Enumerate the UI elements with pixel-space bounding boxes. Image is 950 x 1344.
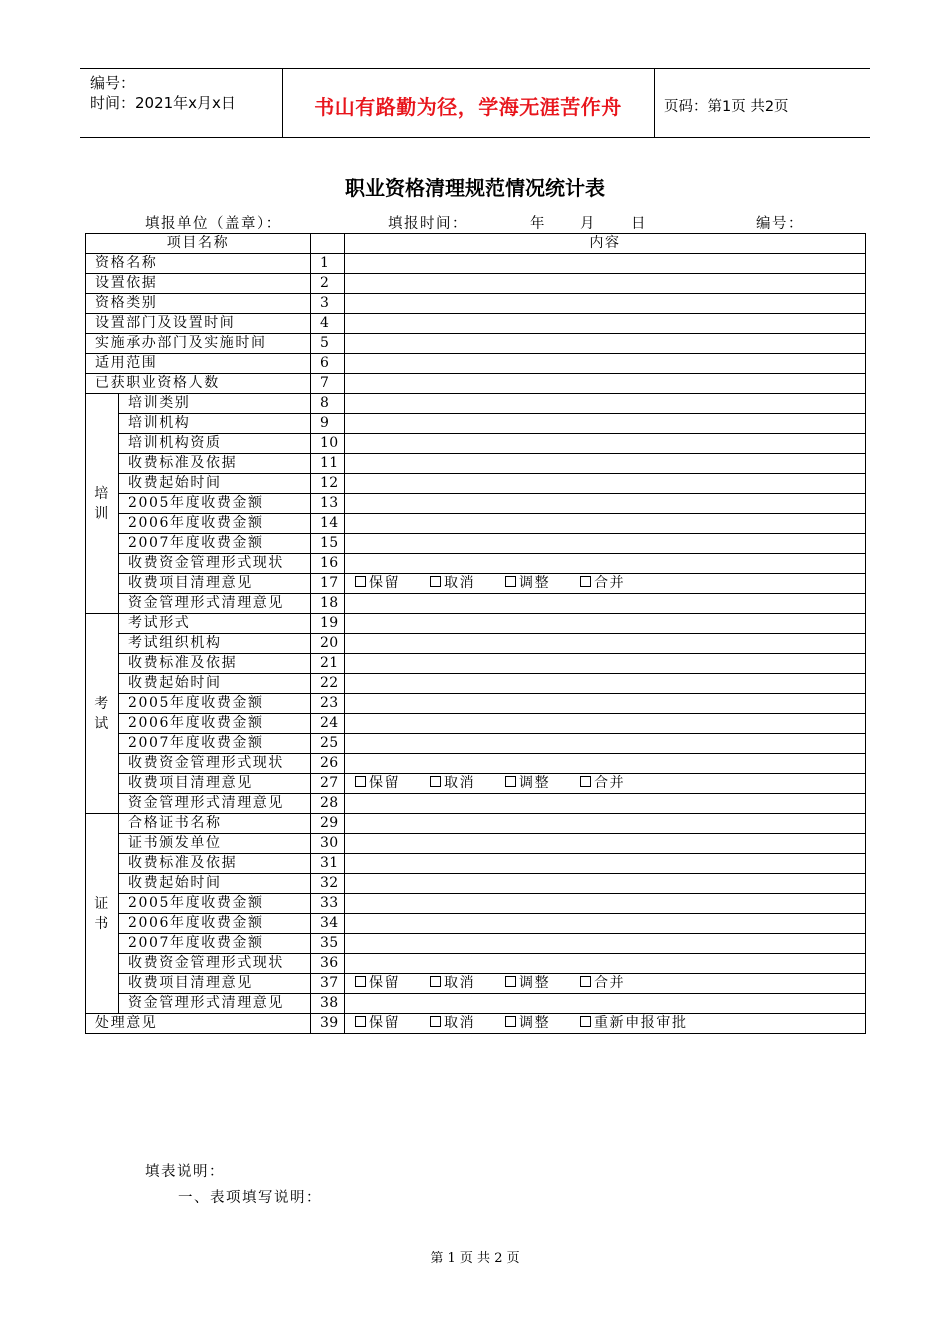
row-number: 35 xyxy=(311,934,345,954)
row-number: 17 xyxy=(311,574,345,594)
table-row xyxy=(86,554,866,574)
option-item[interactable] xyxy=(504,974,579,993)
row-label: 培训类别 xyxy=(119,394,311,414)
row-number: 21 xyxy=(311,654,345,674)
table-row xyxy=(86,974,866,994)
checkbox[interactable] xyxy=(430,576,441,587)
row-label: 收费起始时间 xyxy=(119,474,311,494)
row-label: 2006年度收费金额 xyxy=(119,714,311,734)
content-cell[interactable] xyxy=(345,254,866,274)
page-title: 职业资格清理规范情况统计表 xyxy=(345,176,605,200)
row-label: 收费标准及依据 xyxy=(119,654,311,674)
row-label: 收费项目清理意见 xyxy=(119,974,311,994)
content-cell[interactable] xyxy=(345,554,866,574)
checkbox[interactable] xyxy=(430,776,441,787)
option-label: 保留 xyxy=(369,775,401,791)
table-row xyxy=(86,314,866,334)
content-cell[interactable] xyxy=(345,934,866,954)
meta-day: 日 xyxy=(631,216,647,232)
content-cell[interactable] xyxy=(345,414,866,434)
checkbox[interactable] xyxy=(580,576,591,587)
checkbox[interactable] xyxy=(355,1016,366,1027)
option-item[interactable] xyxy=(579,774,654,793)
option-label: 取消 xyxy=(444,1015,476,1031)
section-label: 培训 xyxy=(94,485,110,522)
row-label: 考试组织机构 xyxy=(119,634,311,654)
option-label: 取消 xyxy=(444,975,476,991)
row-label: 资格类别 xyxy=(86,294,311,314)
content-cell[interactable] xyxy=(345,634,866,654)
row-number: 15 xyxy=(311,534,345,554)
row-number: 5 xyxy=(311,334,345,354)
row-number: 18 xyxy=(311,594,345,614)
table-row xyxy=(86,634,866,654)
content-cell[interactable] xyxy=(345,594,866,614)
content-cell[interactable] xyxy=(345,994,866,1014)
row-number: 4 xyxy=(311,314,345,334)
content-cell[interactable] xyxy=(345,434,866,454)
content-cell[interactable] xyxy=(345,794,866,814)
row-number: 14 xyxy=(311,514,345,534)
option-item[interactable] xyxy=(504,1014,579,1033)
table-header-row xyxy=(86,234,866,254)
checkbox[interactable] xyxy=(505,1016,516,1027)
row-label: 考试形式 xyxy=(119,614,311,634)
row-number: 30 xyxy=(311,834,345,854)
row-number: 16 xyxy=(311,554,345,574)
table-row xyxy=(86,594,866,614)
header-left xyxy=(90,73,236,113)
row-number: 33 xyxy=(311,894,345,914)
content-cell[interactable] xyxy=(345,814,866,834)
checkbox[interactable] xyxy=(505,976,516,987)
table-row xyxy=(86,514,866,534)
option-label: 合并 xyxy=(594,975,626,991)
checkbox[interactable] xyxy=(355,776,366,787)
statistics-table xyxy=(85,233,866,1034)
option-item[interactable] xyxy=(504,774,579,793)
table-row xyxy=(86,874,866,894)
row-number: 8 xyxy=(311,394,345,414)
row-label: 2006年度收费金额 xyxy=(119,914,311,934)
row-number: 29 xyxy=(311,814,345,834)
row-label: 实施承办部门及实施时间 xyxy=(86,334,311,354)
content-cell[interactable] xyxy=(345,894,866,914)
header-motto: 书山有路勤为径，学海无涯苦作舟 xyxy=(314,95,622,119)
row-label: 收费起始时间 xyxy=(119,674,311,694)
content-cell[interactable] xyxy=(345,694,866,714)
row-number: 37 xyxy=(311,974,345,994)
row-number: 7 xyxy=(311,374,345,394)
row-number: 9 xyxy=(311,414,345,434)
checkbox[interactable] xyxy=(580,976,591,987)
row-number: 2 xyxy=(311,274,345,294)
content-cell[interactable] xyxy=(345,674,866,694)
row-number: 3 xyxy=(311,294,345,314)
option-item[interactable] xyxy=(579,574,654,593)
options-cell xyxy=(345,1014,866,1034)
section-label: 证书 xyxy=(94,895,110,932)
row-label: 收费资金管理形式现状 xyxy=(119,954,311,974)
table-row xyxy=(86,994,866,1014)
section-label-cell xyxy=(86,614,119,814)
row-number: 34 xyxy=(311,914,345,934)
checkbox[interactable] xyxy=(430,1016,441,1027)
table-row xyxy=(86,414,866,434)
option-label: 合并 xyxy=(594,775,626,791)
section-label: 考试 xyxy=(94,695,110,732)
option-item[interactable] xyxy=(354,774,429,793)
content-cell[interactable] xyxy=(345,394,866,414)
table-row xyxy=(86,374,866,394)
content-cell[interactable] xyxy=(345,734,866,754)
row-label: 2005年度收费金额 xyxy=(119,894,311,914)
header-page-info: 页码：第1页 共2页 xyxy=(664,99,789,115)
content-cell[interactable] xyxy=(345,374,866,394)
table-row xyxy=(86,794,866,814)
option-label: 调整 xyxy=(519,575,551,591)
header-content: 内容 xyxy=(345,234,866,254)
content-cell[interactable] xyxy=(345,874,866,894)
content-cell[interactable] xyxy=(345,834,866,854)
meta-month: 月 xyxy=(580,216,596,232)
row-number: 1 xyxy=(311,254,345,274)
row-label: 资格名称 xyxy=(86,254,311,274)
table-row xyxy=(86,454,866,474)
content-cell[interactable] xyxy=(345,854,866,874)
option-item[interactable] xyxy=(579,974,654,993)
option-item[interactable] xyxy=(354,574,429,593)
table-row xyxy=(86,954,866,974)
option-label: 保留 xyxy=(369,575,401,591)
meta-unit: 填报单位（盖章）： xyxy=(145,216,282,232)
row-label: 收费标准及依据 xyxy=(119,854,311,874)
header-item-name: 项目名称 xyxy=(86,234,311,254)
content-cell[interactable] xyxy=(345,654,866,674)
row-label: 处理意见 xyxy=(86,1014,311,1034)
row-label: 2007年度收费金额 xyxy=(119,734,311,754)
row-label: 资金管理形式清理意见 xyxy=(119,994,311,1014)
section-label-cell xyxy=(86,394,119,614)
option-item[interactable] xyxy=(354,1014,429,1033)
row-number: 6 xyxy=(311,354,345,374)
table-row xyxy=(86,614,866,634)
option-label: 重新申报审批 xyxy=(594,1015,688,1031)
table-row xyxy=(86,914,866,934)
meta-time: 填报时间： xyxy=(388,216,468,232)
row-label: 2005年度收费金额 xyxy=(119,694,311,714)
option-label: 取消 xyxy=(444,775,476,791)
option-item[interactable] xyxy=(504,574,579,593)
row-label: 收费资金管理形式现状 xyxy=(119,754,311,774)
table-row xyxy=(86,494,866,514)
row-number: 25 xyxy=(311,734,345,754)
table-row xyxy=(86,734,866,754)
table-row xyxy=(86,434,866,454)
row-label: 资金管理形式清理意见 xyxy=(119,594,311,614)
checkbox[interactable] xyxy=(430,976,441,987)
row-label: 收费项目清理意见 xyxy=(119,774,311,794)
header-divider xyxy=(654,69,655,137)
table-row xyxy=(86,254,866,274)
meta-code: 编号： xyxy=(756,216,804,232)
option-label: 调整 xyxy=(519,975,551,991)
row-label: 收费资金管理形式现状 xyxy=(119,554,311,574)
content-cell[interactable] xyxy=(345,914,866,934)
option-label: 合并 xyxy=(594,575,626,591)
row-number: 10 xyxy=(311,434,345,454)
content-cell[interactable] xyxy=(345,454,866,474)
checkbox[interactable] xyxy=(355,576,366,587)
table-row xyxy=(86,354,866,374)
code-label: 编号： xyxy=(90,74,136,92)
table-row-final xyxy=(86,1014,866,1034)
row-number: 26 xyxy=(311,754,345,774)
row-label: 设置部门及设置时间 xyxy=(86,314,311,334)
content-cell[interactable] xyxy=(345,294,866,314)
options-cell xyxy=(345,574,866,594)
option-item[interactable] xyxy=(354,974,429,993)
section-label-cell xyxy=(86,814,119,1014)
content-cell[interactable] xyxy=(345,714,866,734)
row-label: 收费起始时间 xyxy=(119,874,311,894)
table-row xyxy=(86,934,866,954)
option-label: 保留 xyxy=(369,975,401,991)
row-label: 2005年度收费金额 xyxy=(119,494,311,514)
content-cell[interactable] xyxy=(345,354,866,374)
row-number: 13 xyxy=(311,494,345,514)
row-label: 已获职业资格人数 xyxy=(86,374,311,394)
row-number: 39 xyxy=(311,1014,345,1034)
row-label: 2007年度收费金额 xyxy=(119,934,311,954)
options-cell xyxy=(345,774,866,794)
row-number: 22 xyxy=(311,674,345,694)
row-number: 32 xyxy=(311,874,345,894)
row-label: 收费项目清理意见 xyxy=(119,574,311,594)
option-label: 调整 xyxy=(519,1015,551,1031)
option-item[interactable] xyxy=(429,974,504,993)
option-item[interactable] xyxy=(429,774,504,793)
table-row xyxy=(86,814,866,834)
table-row xyxy=(86,274,866,294)
table-row xyxy=(86,834,866,854)
row-number: 23 xyxy=(311,694,345,714)
row-number: 27 xyxy=(311,774,345,794)
content-cell[interactable] xyxy=(345,954,866,974)
row-label: 2007年度收费金额 xyxy=(119,534,311,554)
option-item[interactable] xyxy=(429,574,504,593)
table-row xyxy=(86,674,866,694)
checkbox[interactable] xyxy=(580,1016,591,1027)
content-cell[interactable] xyxy=(345,494,866,514)
row-number: 36 xyxy=(311,954,345,974)
content-cell[interactable] xyxy=(345,754,866,774)
notes-item-1: 一、表项填写说明： xyxy=(178,1190,322,1206)
content-cell[interactable] xyxy=(345,614,866,634)
table-row xyxy=(86,754,866,774)
row-number: 19 xyxy=(311,614,345,634)
option-item[interactable] xyxy=(579,1014,719,1033)
row-number: 28 xyxy=(311,794,345,814)
content-cell[interactable] xyxy=(345,474,866,494)
table-body xyxy=(86,234,866,1034)
content-cell[interactable] xyxy=(345,314,866,334)
option-item[interactable] xyxy=(429,1014,504,1033)
option-label: 调整 xyxy=(519,775,551,791)
row-label: 收费标准及依据 xyxy=(119,454,311,474)
row-label: 适用范围 xyxy=(86,354,311,374)
notes-heading: 填表说明： xyxy=(145,1164,225,1180)
header-num xyxy=(311,234,345,254)
content-cell[interactable] xyxy=(345,534,866,554)
time-label: 时间：2021年x月x日 xyxy=(90,94,236,112)
option-label: 取消 xyxy=(444,575,476,591)
page-footer: 第 1 页 共 2 页 xyxy=(430,1251,520,1266)
table-row xyxy=(86,714,866,734)
row-label: 培训机构 xyxy=(119,414,311,434)
table-row xyxy=(86,394,866,414)
checkbox[interactable] xyxy=(505,776,516,787)
table-row xyxy=(86,294,866,314)
checkbox[interactable] xyxy=(580,776,591,787)
row-number: 12 xyxy=(311,474,345,494)
row-label: 合格证书名称 xyxy=(119,814,311,834)
row-number: 11 xyxy=(311,454,345,474)
option-label: 保留 xyxy=(369,1015,401,1031)
row-number: 24 xyxy=(311,714,345,734)
checkbox[interactable] xyxy=(355,976,366,987)
table-row xyxy=(86,854,866,874)
table-row xyxy=(86,474,866,494)
table-row xyxy=(86,334,866,354)
row-number: 31 xyxy=(311,854,345,874)
table-row xyxy=(86,534,866,554)
row-label: 证书颁发单位 xyxy=(119,834,311,854)
checkbox[interactable] xyxy=(505,576,516,587)
table-row xyxy=(86,694,866,714)
row-label: 设置依据 xyxy=(86,274,311,294)
table-row xyxy=(86,774,866,794)
table-row xyxy=(86,654,866,674)
row-number: 38 xyxy=(311,994,345,1014)
row-label: 资金管理形式清理意见 xyxy=(119,794,311,814)
content-cell[interactable] xyxy=(345,274,866,294)
table-row xyxy=(86,574,866,594)
row-label: 培训机构资质 xyxy=(119,434,311,454)
table-row xyxy=(86,894,866,914)
content-cell[interactable] xyxy=(345,334,866,354)
meta-year: 年 xyxy=(530,216,546,232)
options-cell xyxy=(345,974,866,994)
document-header xyxy=(80,68,870,138)
row-number: 20 xyxy=(311,634,345,654)
row-label: 2006年度收费金额 xyxy=(119,514,311,534)
content-cell[interactable] xyxy=(345,514,866,534)
